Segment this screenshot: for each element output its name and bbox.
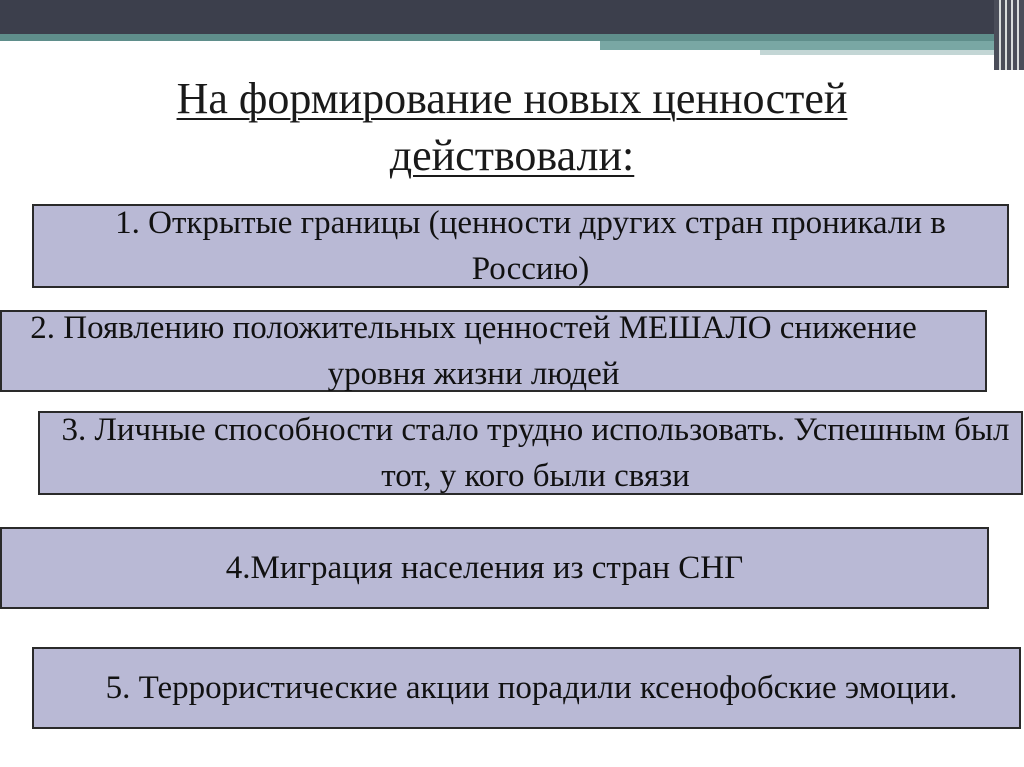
list-item-living-standards (0, 310, 987, 392)
list-item-text: 3. Личные способности стало трудно использовать. Успешным был тот, у кого были связи (61, 412, 1010, 494)
header-accent-stripe-light (760, 50, 1000, 55)
list-item-personal-abilities (38, 411, 1023, 495)
list-item-text: 5. Террористические акции порадили ксенофобские эмоции. (105, 670, 958, 706)
list-item-migration (0, 527, 989, 609)
header-bar (0, 0, 1024, 38)
decorative-lines-icon (994, 0, 1024, 70)
header-accent-stripe (0, 34, 1000, 41)
list-item-text: 1. Открытые границы (ценности других стран проникали в Россию) (115, 205, 946, 287)
header-accent-stripe-secondary (600, 41, 1000, 50)
list-item-text: 4.Миграция населения из стран СНГ (225, 550, 744, 586)
slide-title: На формирование новых ценностей действовали: (176, 74, 848, 180)
list-item-open-borders (32, 204, 1009, 288)
list-item-terrorism (32, 647, 1021, 729)
list-item-text: 2. Появлению положительных ценностей МЕШАЛО снижение уровня жизни людей (30, 310, 917, 392)
